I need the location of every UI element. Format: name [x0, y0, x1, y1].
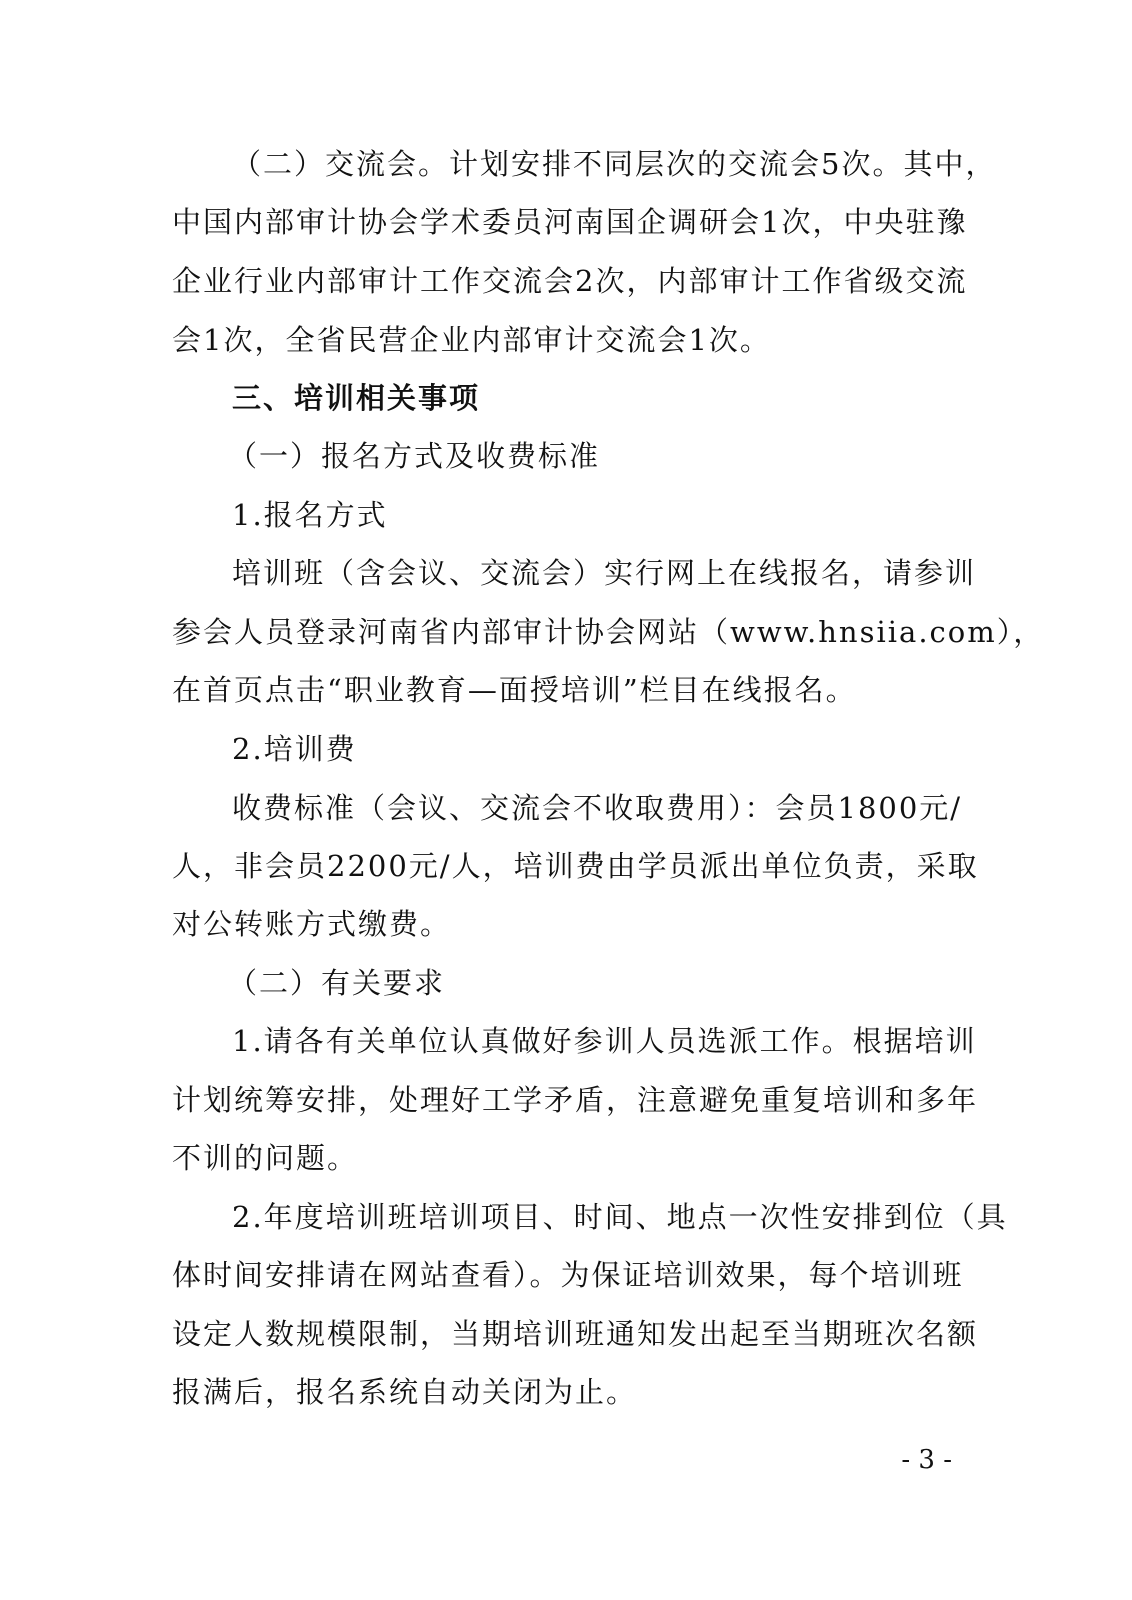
- requirement-2-line-2: 体时间安排请在网站查看）。为保证培训效果，每个培训班: [172, 1258, 964, 1292]
- requirement-2-line-3: 设定人数规模限制，当期培训班通知发出起至当期班次名额: [172, 1317, 979, 1351]
- exchange-meeting-paragraph-line-2: 中国内部审计协会学术委员河南国企调研会1次，中央驻豫: [172, 205, 968, 239]
- exchange-meeting-paragraph-line-3: 企业行业内部审计工作交流会2次，内部审计工作省级交流: [172, 264, 968, 298]
- exchange-meeting-paragraph-line-1: （二）交流会。计划安排不同层次的交流会5次。其中，: [232, 147, 997, 181]
- requirement-2-line-1: 2.年度培训班培训项目、时间、地点一次性安排到位（具: [232, 1200, 1008, 1234]
- requirement-1-line-3: 不训的问题。: [172, 1141, 359, 1175]
- requirement-2-line-4: 报满后，报名系统自动关闭为止。: [172, 1375, 638, 1409]
- registration-paragraph-line-3: 在首页点击“职业教育—面授培训”栏目在线报名。: [172, 673, 857, 707]
- section-heading-training-matters: 三、培训相关事项: [232, 381, 481, 415]
- page-number: - 3 -: [901, 1445, 952, 1475]
- requirement-1-line-1: 1.请各有关单位认真做好参训人员选派工作。根据培训: [232, 1024, 977, 1058]
- fee-paragraph-line-1: 收费标准（会议、交流会不收取费用）：会员1800元/: [232, 791, 963, 825]
- item-heading-registration-method: 1.报名方式: [232, 498, 388, 532]
- item-heading-training-fee: 2.培训费: [232, 732, 357, 766]
- exchange-meeting-paragraph-line-4: 会1次，全省民营企业内部审计交流会1次。: [172, 323, 771, 357]
- registration-paragraph-line-1: 培训班（含会议、交流会）实行网上在线报名，请参训: [232, 556, 977, 590]
- requirement-1-line-2: 计划统筹安排，处理好工学矛盾，注意避免重复培训和多年: [172, 1083, 979, 1117]
- fee-paragraph-line-3: 对公转账方式缴费。: [172, 907, 452, 941]
- fee-paragraph-line-2: 人，非会员2200元/人，培训费由学员派出单位负责，采取: [172, 849, 979, 883]
- subsection-heading-registration-and-fees: （一）报名方式及收费标准: [228, 439, 601, 473]
- registration-paragraph-line-2: 参会人员登录河南省内部审计协会网站（www.hnsiia.com），: [172, 615, 1045, 649]
- subsection-heading-requirements: （二）有关要求: [228, 966, 446, 1000]
